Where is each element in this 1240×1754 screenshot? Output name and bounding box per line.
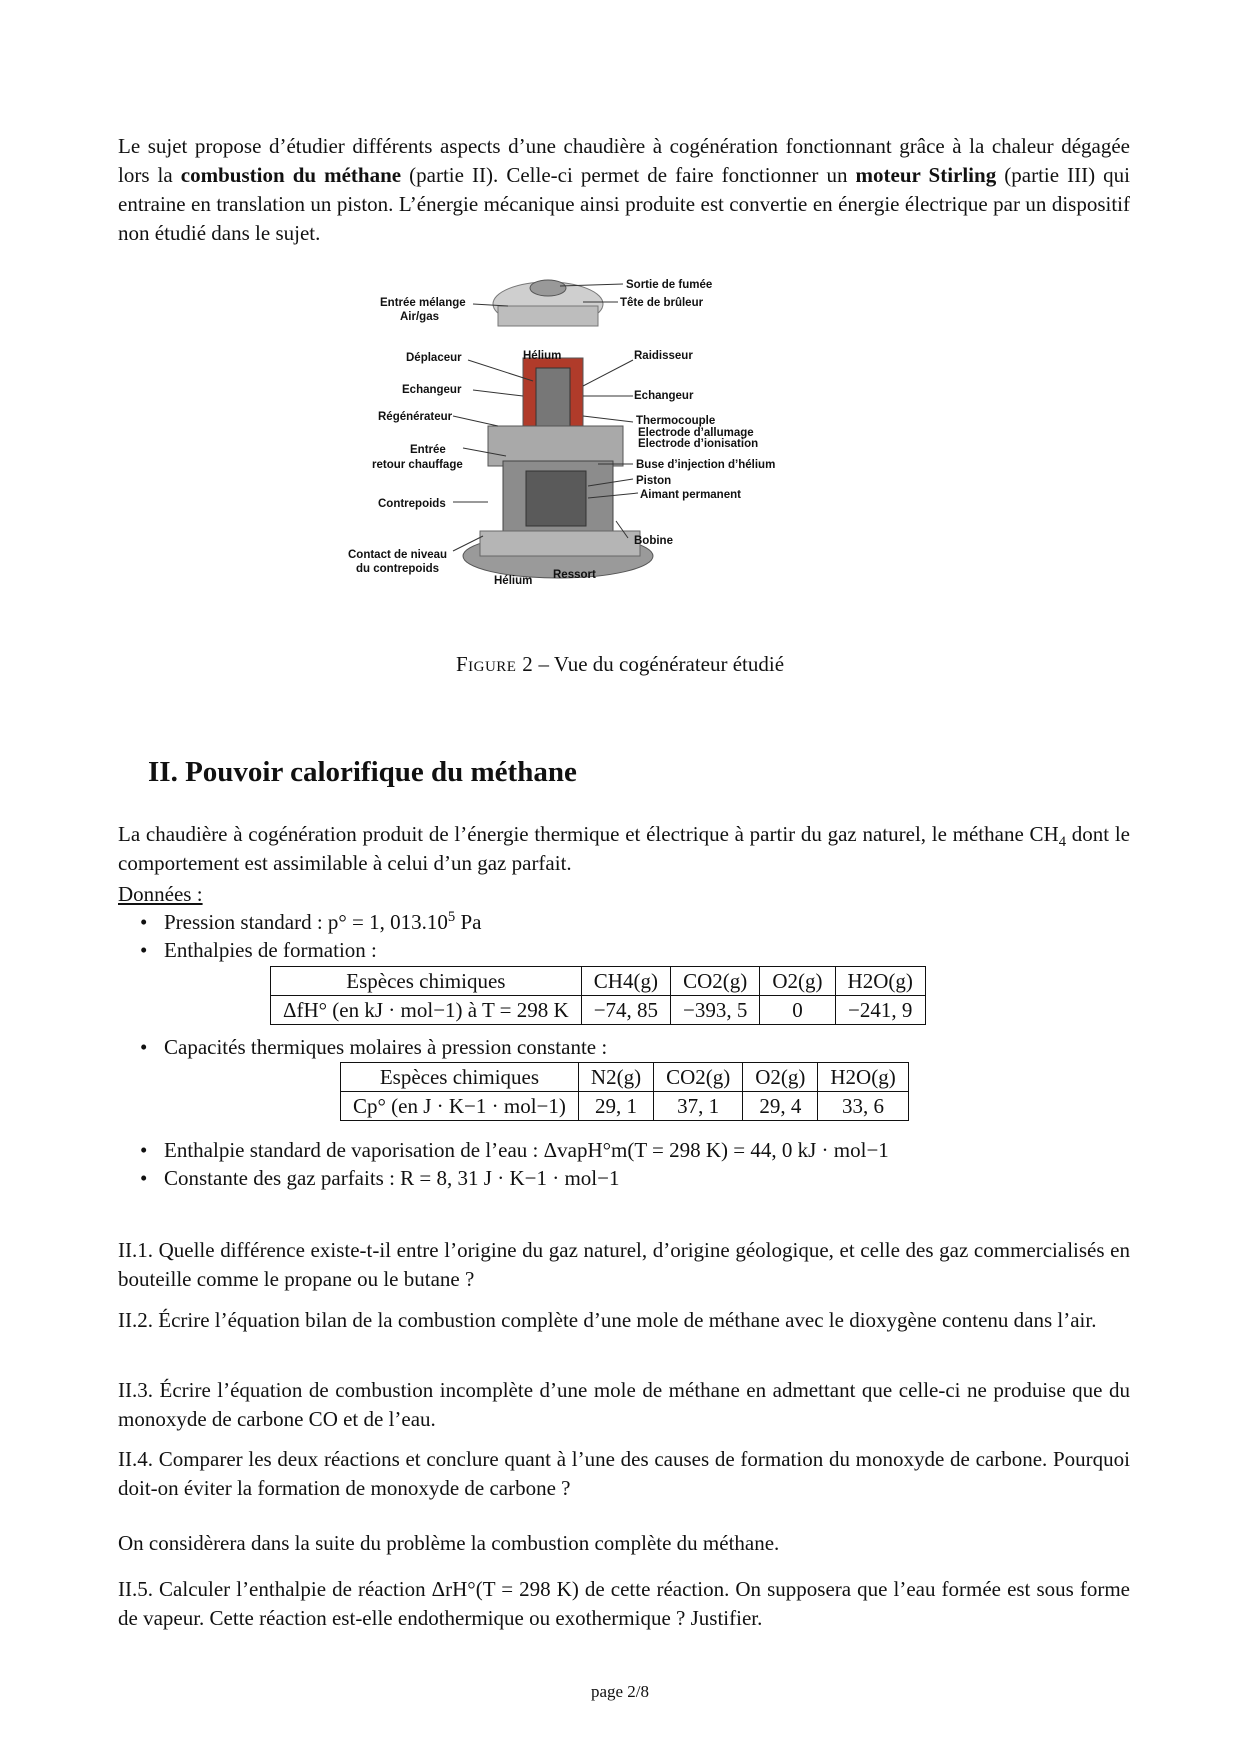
table1-header: Espèces chimiques <box>271 967 582 996</box>
table2-value: 33, 6 <box>818 1092 908 1121</box>
bullet-vaporisation: • Enthalpie standard de vaporisation de l’eau : ΔvapH°m(T = 298 K) = 44, 0 kJ · mol−1 <box>140 1138 889 1162</box>
enthalpy-table <box>270 966 926 1025</box>
capacity-table <box>340 1062 909 1121</box>
label-tete: Tête de brûleur <box>620 297 704 309</box>
label-electrode-allumage: Electrode d’allumage <box>638 427 754 439</box>
table2-rowlabel: Cp° (en J · K−1 · mol−1) <box>341 1092 579 1121</box>
question-ii2: II.2. Écrire l’équation bilan de la combustion complète d’une mole de méthane avec le dioxygène contenu dans l’air. <box>118 1308 1097 1332</box>
label-bobine: Bobine <box>634 535 673 547</box>
table2-value: 37, 1 <box>654 1092 743 1121</box>
bullet-constante: • Constante des gaz parfaits : R = 8, 31 J · K−1 · mol−1 <box>140 1166 620 1190</box>
table2-species: O2(g) <box>743 1063 818 1092</box>
table2-header: Espèces chimiques <box>341 1063 579 1092</box>
table2-value: 29, 4 <box>743 1092 818 1121</box>
label-helium-top: Hélium <box>523 350 562 362</box>
label-raidisseur: Raidisseur <box>634 350 693 362</box>
question-ii5: II.5. Calculer l’enthalpie de réaction ΔrH°(T = 298 K) de cette réaction. On supposera que l’eau formée est sous forme de vapeur. Cette réaction est-elle endothermique ou exothermique ? Justifier. <box>118 1577 1130 1630</box>
label-echangeur-right: Echangeur <box>634 390 694 402</box>
label-contact-2: du contrepoids <box>356 563 440 575</box>
label-contrepoids: Contrepoids <box>378 498 446 510</box>
label-piston: Piston <box>636 475 672 487</box>
burner-base-shape <box>498 306 598 326</box>
bullet-enthalpies: • Enthalpies de formation : <box>140 938 377 962</box>
table1-species: O2(g) <box>760 967 835 996</box>
question-ii3: II.3. Écrire l’équation de combustion incomplète d’une mole de méthane en admettant que celle-ci ne produise que du monoxyde de carbone CO et de l’eau. <box>118 1378 1130 1431</box>
counterweight-shape <box>480 531 640 556</box>
table1-species: CH4(g) <box>581 967 670 996</box>
question-ii1: II.1. Quelle différence existe-t-il entre l’origine du gaz naturel, d’origine géologique, et celle des gaz commercialisés en bouteille comme le propane ou le butane ? <box>118 1238 1130 1291</box>
table2-species: N2(g) <box>578 1063 653 1092</box>
donnees-label: Données : <box>118 882 203 906</box>
label-echangeur-left: Echangeur <box>402 384 462 396</box>
table1-rowlabel: ΔfH° (en kJ · mol−1) à T = 298 K <box>271 996 582 1025</box>
label-sortie: Sortie de fumée <box>626 279 713 291</box>
table2-species: CO2(g) <box>654 1063 743 1092</box>
label-contact-1: Contact de niveau <box>348 549 448 561</box>
table1-species: CO2(g) <box>671 967 760 996</box>
table2-value: 29, 1 <box>578 1092 653 1121</box>
cogenerator-figure <box>348 276 858 626</box>
section-intro: La chaudière à cogénération produit de l’énergie thermique et électrique à partir du gaz naturel, le méthane $CH_4$ dont le comportement est assimilable à celui d’un gaz parfait. <box>118 822 1130 875</box>
label-electrode-ionisation: Electrode d’ionisation <box>638 438 759 450</box>
table1-value: −393, 5 <box>671 996 760 1025</box>
label-buse: Buse d’injection d’hélium <box>636 459 776 471</box>
question-ii4: II.4. Comparer les deux réactions et conclure quant à l’une des causes de formation du monoxyde de carbone. Pourquoi doit-on éviter la formation de monoxyde de carbone ? <box>118 1447 1130 1500</box>
figure-caption: Figure 2 – Vue du cogénérateur étudié <box>455 652 785 676</box>
label-deplaceur: Déplaceur <box>406 352 462 364</box>
table1-value: 0 <box>760 996 835 1025</box>
label-thermocouple: Thermocouple <box>636 415 716 427</box>
label-aimant: Aimant permanent <box>640 489 741 501</box>
regenerator-shape <box>488 426 623 466</box>
intro-paragraph: Le sujet propose d’étudier différents aspects d’une chaudière à cogénération fonctionnant grâce à la chaleur dégagée lors la combustion du méthane (partie II). Celle-ci permet de faire fonctionner un moteur Stirling (partie III) qui entraine en translation un piston. L’énergie mécanique ainsi produite est convertie en énergie électrique par un dispositif non étudié dans le sujet. <box>118 134 1130 245</box>
table1-value: −241, 9 <box>835 996 925 1025</box>
table1-species: H2O(g) <box>835 967 925 996</box>
smoke-outlet-shape <box>530 280 566 296</box>
label-entree-1: Entrée mélange <box>380 297 466 309</box>
section-title: II. Pouvoir calorifique du méthane <box>148 756 577 788</box>
table1-value: −74, 85 <box>581 996 670 1025</box>
label-ressort: Ressort <box>553 569 596 581</box>
table2-species: H2O(g) <box>818 1063 908 1092</box>
label-helium-bottom: Hélium <box>494 575 533 587</box>
label-entree-retour-1: Entrée <box>410 444 446 456</box>
page-number: page 2/8 <box>590 1682 650 1701</box>
bullet-capacites: • Capacités thermiques molaires à pression constante : <box>140 1035 608 1059</box>
label-entree-retour-2: retour chauffage <box>372 459 463 471</box>
note-complete-combustion: On considèrera dans la suite du problème la combustion complète du méthane. <box>118 1531 780 1555</box>
label-entree-2: Air/gas <box>400 311 439 323</box>
bullet-pression: • Pression standard : p° = 1, 013.10$^5$ Pa <box>140 909 482 934</box>
piston-shape <box>526 471 586 526</box>
label-regenerateur: Régénérateur <box>378 411 453 423</box>
